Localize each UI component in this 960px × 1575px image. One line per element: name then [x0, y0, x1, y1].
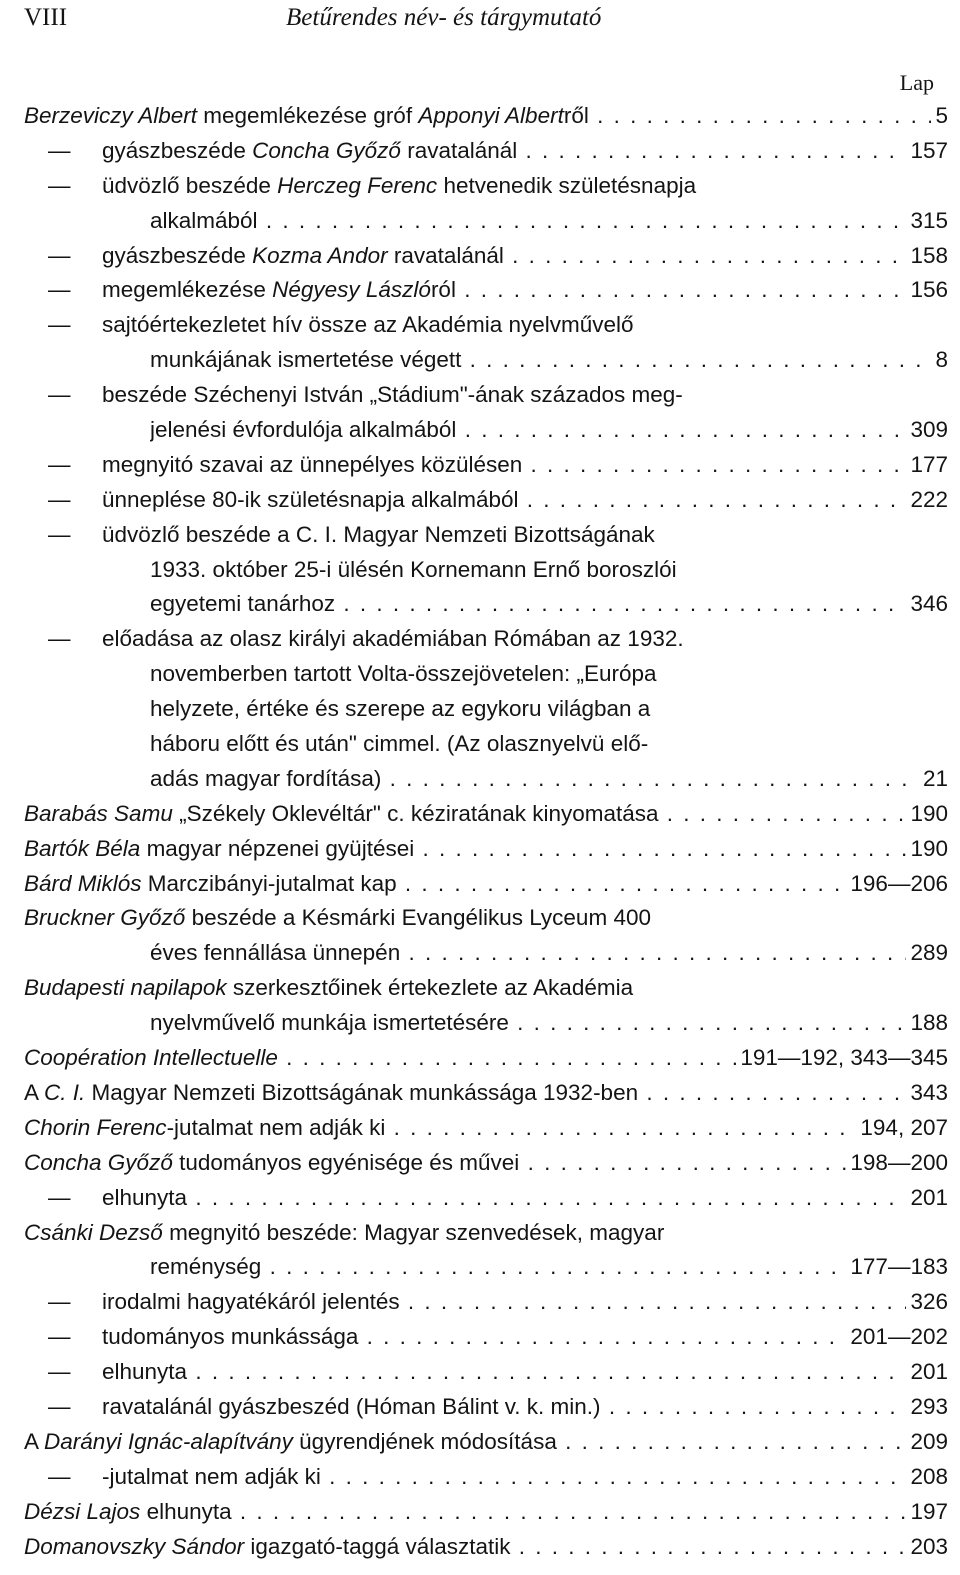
- index-line: [24, 308, 948, 343]
- entry-text: [24, 1111, 948, 1146]
- entry-text: [102, 483, 948, 518]
- index-line: [24, 518, 948, 553]
- repeat-dash: —: [48, 242, 71, 268]
- entry-name-italic: Csánki Dezső: [24, 1219, 163, 1245]
- page-reference: 21: [919, 762, 948, 797]
- entry-text-segment: 1933. október 25-i ülésén Kornemann Ernő boroszlói: [150, 556, 677, 582]
- index-line: [24, 99, 948, 134]
- entry-text: [150, 343, 948, 378]
- index-line: [24, 587, 948, 622]
- index-line: [24, 1181, 948, 1216]
- index-line: [24, 1530, 948, 1565]
- entry-text-segment: megnyitó beszéde: Magyar szenvedések, magyar: [162, 1219, 665, 1245]
- entry-text-segment: sajtóértekezletet hív össze az Akadémia nyelvművelő: [102, 312, 634, 338]
- entry-text: [24, 971, 948, 1006]
- entry-name-italic: C. I.: [44, 1079, 86, 1105]
- entry-text-segment: ravatalánál gyászbeszéd (Hóman Bálint v. k. min.): [102, 1393, 601, 1419]
- entry-text-segment: gyászbeszéde: [102, 242, 253, 268]
- index-line: [24, 448, 948, 483]
- index-line: [24, 134, 948, 169]
- index-line: [24, 1216, 948, 1251]
- index-line: [24, 832, 948, 867]
- entry-name-italic: Coopération Intellectuelle: [24, 1045, 278, 1071]
- entry-text-segment: reménység: [150, 1254, 262, 1280]
- index-line: [24, 762, 948, 797]
- entry-text-segment: munkájának ismertetése végett: [150, 347, 462, 373]
- index-line: [24, 971, 948, 1006]
- entry-text-segment: gyászbeszéde: [102, 137, 253, 163]
- entry-text-segment: Marczibányi-jutalmat kap: [141, 870, 397, 896]
- entry-text-segment: háboru előtt és után" cimmel. (Az olasznyelvü elő-: [150, 731, 649, 757]
- entry-text-segment: megnyitó szavai az ünnepélyes közülésen: [102, 451, 523, 477]
- page-reference: 188: [906, 1006, 948, 1041]
- entry-text-segment: ünneplése 80-ik születésnapja alkalmából: [102, 486, 519, 512]
- entry-text: [150, 657, 948, 692]
- page-number: VIII: [24, 4, 68, 31]
- entry-name-italic: Concha Győző: [24, 1149, 173, 1175]
- index-line: [24, 692, 948, 727]
- index-line: [24, 343, 948, 378]
- entry-text: [102, 622, 948, 657]
- entry-text-segment: tudományos egyénisége és művei: [172, 1149, 520, 1175]
- repeat-dash: —: [48, 451, 71, 477]
- page-reference: 203: [906, 1530, 948, 1565]
- entry-name-italic: Budapesti napilapok: [24, 975, 227, 1001]
- entry-text-segment: magyar népzenei gyüjtései: [140, 835, 415, 861]
- repeat-dash: —: [48, 312, 71, 338]
- entry-text: [102, 378, 948, 413]
- index-line: [24, 1250, 948, 1285]
- entry-text-segment: elhunyta: [140, 1498, 232, 1524]
- entry-text: [24, 867, 948, 902]
- entry-text-segment: „Székely Oklevéltár" c. kéziratának kinyomatása: [172, 800, 659, 826]
- entry-text-segment: A: [24, 1079, 45, 1105]
- entry-text-segment: ravatalánál: [400, 137, 518, 163]
- page-reference: 343: [906, 1076, 948, 1111]
- page-reference: 201—202: [846, 1320, 948, 1355]
- entry-text-segment: tudományos munkássága: [102, 1324, 359, 1350]
- repeat-dash: —: [48, 1463, 71, 1489]
- page-reference: 158: [906, 239, 948, 274]
- entry-text: [102, 1181, 948, 1216]
- entry-name-italic: Domanovszky Sándor: [24, 1533, 245, 1559]
- entry-text-segment: ügyrendjének módosítása: [292, 1428, 557, 1454]
- entry-text: [150, 553, 948, 588]
- page-reference: 222: [906, 483, 948, 518]
- repeat-dash: —: [48, 1184, 71, 1210]
- page-reference: 8: [931, 343, 948, 378]
- entry-text: [24, 1495, 948, 1530]
- entry-text: [102, 1390, 948, 1425]
- index-line: [24, 1146, 948, 1181]
- index-line: [24, 1041, 948, 1076]
- entry-text: [102, 134, 948, 169]
- entry-name-italic: Barabás Samu: [24, 800, 173, 826]
- entry-name-italic: Kozma Andor: [252, 242, 388, 268]
- repeat-dash: —: [48, 521, 71, 547]
- page-reference: 156: [906, 273, 948, 308]
- entry-text: [150, 1250, 948, 1285]
- entry-text: [150, 204, 948, 239]
- entry-text: [102, 1460, 948, 1495]
- entry-text: [150, 727, 948, 762]
- index-line: [24, 657, 948, 692]
- entry-text: [24, 1216, 948, 1251]
- entry-text-segment: előadása az olasz királyi akadémiában Rómában az 1932.: [102, 626, 684, 652]
- entry-name-italic: Bárd Miklós: [24, 870, 142, 896]
- entry-text-segment: A: [24, 1428, 45, 1454]
- index-line: [24, 413, 948, 448]
- index-line: [24, 622, 948, 657]
- entry-text: [24, 1076, 948, 1111]
- repeat-dash: —: [48, 626, 71, 652]
- page-reference: 177—183: [846, 1250, 948, 1285]
- entry-text-segment: -jutalmat nem adják ki: [102, 1463, 321, 1489]
- entry-text-segment: jelenési évfordulója alkalmából: [150, 417, 457, 443]
- page-reference: 315: [906, 204, 948, 239]
- entry-text: [150, 413, 948, 448]
- page-reference: 209: [906, 1425, 948, 1460]
- page-reference: 326: [906, 1285, 948, 1320]
- index-line: [24, 1425, 948, 1460]
- entry-text-segment: beszéde Széchenyi István „Stádium"-ának százados meg-: [102, 382, 683, 408]
- index-line: [24, 273, 948, 308]
- entry-text: [24, 1530, 948, 1565]
- entry-text: [102, 1355, 948, 1390]
- entry-text-segment: egyetemi tanárhoz: [150, 591, 336, 617]
- page-reference: 5: [931, 99, 948, 134]
- index-line: [24, 1320, 948, 1355]
- entry-name-italic: Berzeviczy Albert: [24, 103, 197, 128]
- index-line: [24, 553, 948, 588]
- entry-text: [102, 518, 948, 553]
- index-line: [24, 1076, 948, 1111]
- page-reference: 201: [906, 1355, 948, 1390]
- index-line: [24, 1285, 948, 1320]
- index-line: [24, 239, 948, 274]
- running-title: Betűrendes név- és tárgymutató: [286, 4, 602, 31]
- page-reference: 201: [906, 1181, 948, 1216]
- entry-text-segment: szerkesztőinek értekezlete az Akadémia: [226, 975, 634, 1001]
- entry-text: [150, 762, 948, 797]
- entry-text: [150, 1006, 948, 1041]
- page-reference: 289: [906, 936, 948, 971]
- page-reference: 194, 207: [856, 1111, 948, 1146]
- repeat-dash: —: [48, 137, 71, 163]
- page-reference: 198—200: [846, 1146, 948, 1181]
- entry-text-segment: éves fennállása ünnepén: [150, 940, 401, 966]
- entry-text: [24, 1425, 948, 1460]
- entry-text-segment: beszéde a Késmárki Evangélikus Lyceum 400: [185, 905, 651, 931]
- entry-text-segment: -jutalmat nem adják ki: [166, 1114, 386, 1140]
- index-line: [24, 936, 948, 971]
- entry-name-italic: Bruckner Győző: [24, 905, 186, 931]
- index-entries: [24, 99, 948, 1564]
- page-reference: 196—206: [846, 867, 948, 902]
- entry-text: [24, 1146, 948, 1181]
- entry-text: [24, 832, 948, 867]
- page-column-label: Lap: [899, 70, 934, 95]
- page-reference: 190: [906, 832, 948, 867]
- index-line: [24, 797, 948, 832]
- entry-text: [102, 1285, 948, 1320]
- entry-text-segment: Magyar Nemzeti Bizottságának munkássága 1932-ben: [85, 1079, 639, 1105]
- page-reference: 197: [906, 1495, 948, 1530]
- page-reference: 293: [906, 1390, 948, 1425]
- entry-name-italic: Herczeg Ferenc: [277, 172, 438, 198]
- entry-text: [102, 239, 948, 274]
- repeat-dash: —: [48, 172, 71, 198]
- index-line: [24, 483, 948, 518]
- entry-text: [150, 692, 948, 727]
- entry-text: [102, 308, 948, 343]
- index-line: [24, 1355, 948, 1390]
- entry-text-segment: elhunyta: [102, 1184, 188, 1210]
- entry-text-segment: ravatalánál: [387, 242, 504, 268]
- entry-text-segment: hetvenedik születésnapja: [437, 172, 697, 198]
- entry-text: [102, 273, 948, 308]
- page-reference: 208: [906, 1460, 948, 1495]
- entry-name-italic: Chorin Ferenc: [24, 1114, 167, 1140]
- repeat-dash: —: [48, 1324, 71, 1350]
- index-line: [24, 378, 948, 413]
- repeat-dash: —: [48, 382, 71, 408]
- entry-text: [150, 587, 948, 622]
- running-header: [24, 4, 934, 38]
- repeat-dash: —: [48, 277, 71, 303]
- entry-name-italic: Concha Győző: [252, 137, 401, 163]
- index-line: [24, 169, 948, 204]
- repeat-dash: —: [48, 1393, 71, 1419]
- entry-text: [24, 797, 948, 832]
- index-line: [24, 1495, 948, 1530]
- repeat-dash: —: [48, 1289, 71, 1315]
- index-line: [24, 901, 948, 936]
- index-line: [24, 1111, 948, 1146]
- entry-name-italic: Bartók Béla: [24, 835, 141, 861]
- entry-text: [24, 901, 948, 936]
- entry-text-segment: üdvözlő beszéde: [102, 172, 278, 198]
- page-reference: 177: [906, 448, 948, 483]
- entry-text-segment: igazgató-taggá választatik: [244, 1533, 511, 1559]
- index-line: [24, 1006, 948, 1041]
- entry-text: [102, 169, 948, 204]
- entry-name-italic: Dézsi Lajos: [24, 1498, 141, 1524]
- page-reference: 190: [906, 797, 948, 832]
- index-line: [24, 204, 948, 239]
- entry-name-italic: Apponyi Albert: [418, 103, 564, 128]
- entry-name-italic: Négyesy László: [272, 277, 431, 303]
- entry-text-segment: alkalmából: [150, 207, 258, 233]
- entry-text: [102, 1320, 948, 1355]
- index-line: [24, 867, 948, 902]
- entry-text-segment: helyzete, értéke és szerepe az egykoru világban a: [150, 696, 651, 722]
- entry-name-italic: Darányi Ignác-alapítvány: [44, 1428, 293, 1454]
- page-reference: 309: [906, 413, 948, 448]
- entry-text: [150, 936, 948, 971]
- index-line: [24, 1390, 948, 1425]
- repeat-dash: —: [48, 486, 71, 512]
- index-line: [24, 727, 948, 762]
- repeat-dash: —: [48, 1359, 71, 1385]
- entry-text-segment: novemberben tartott Volta-összejövetelen: „Európa: [150, 661, 657, 687]
- entry-text-segment: megemlékezése gróf: [196, 103, 419, 128]
- page-reference: 191—192, 343—345: [736, 1041, 948, 1076]
- index-line: [24, 1460, 948, 1495]
- entry-text: [24, 99, 948, 134]
- entry-text-segment: üdvözlő beszéde a C. I. Magyar Nemzeti Bizottságának: [102, 521, 655, 547]
- entry-text: [102, 448, 948, 483]
- entry-text-segment: nyelvművelő munkája ismertetésére: [150, 1010, 509, 1036]
- entry-text-segment: ről: [563, 103, 589, 128]
- entry-text-segment: megemlékezése: [102, 277, 273, 303]
- page-reference: 157: [906, 134, 948, 169]
- entry-text-segment: irodalmi hagyatékáról jelentés: [102, 1289, 400, 1315]
- entry-text-segment: elhunyta: [102, 1359, 188, 1385]
- entry-text-segment: ról: [430, 277, 456, 303]
- entry-text-segment: adás magyar fordítása): [150, 765, 382, 791]
- page-reference: 346: [906, 587, 948, 622]
